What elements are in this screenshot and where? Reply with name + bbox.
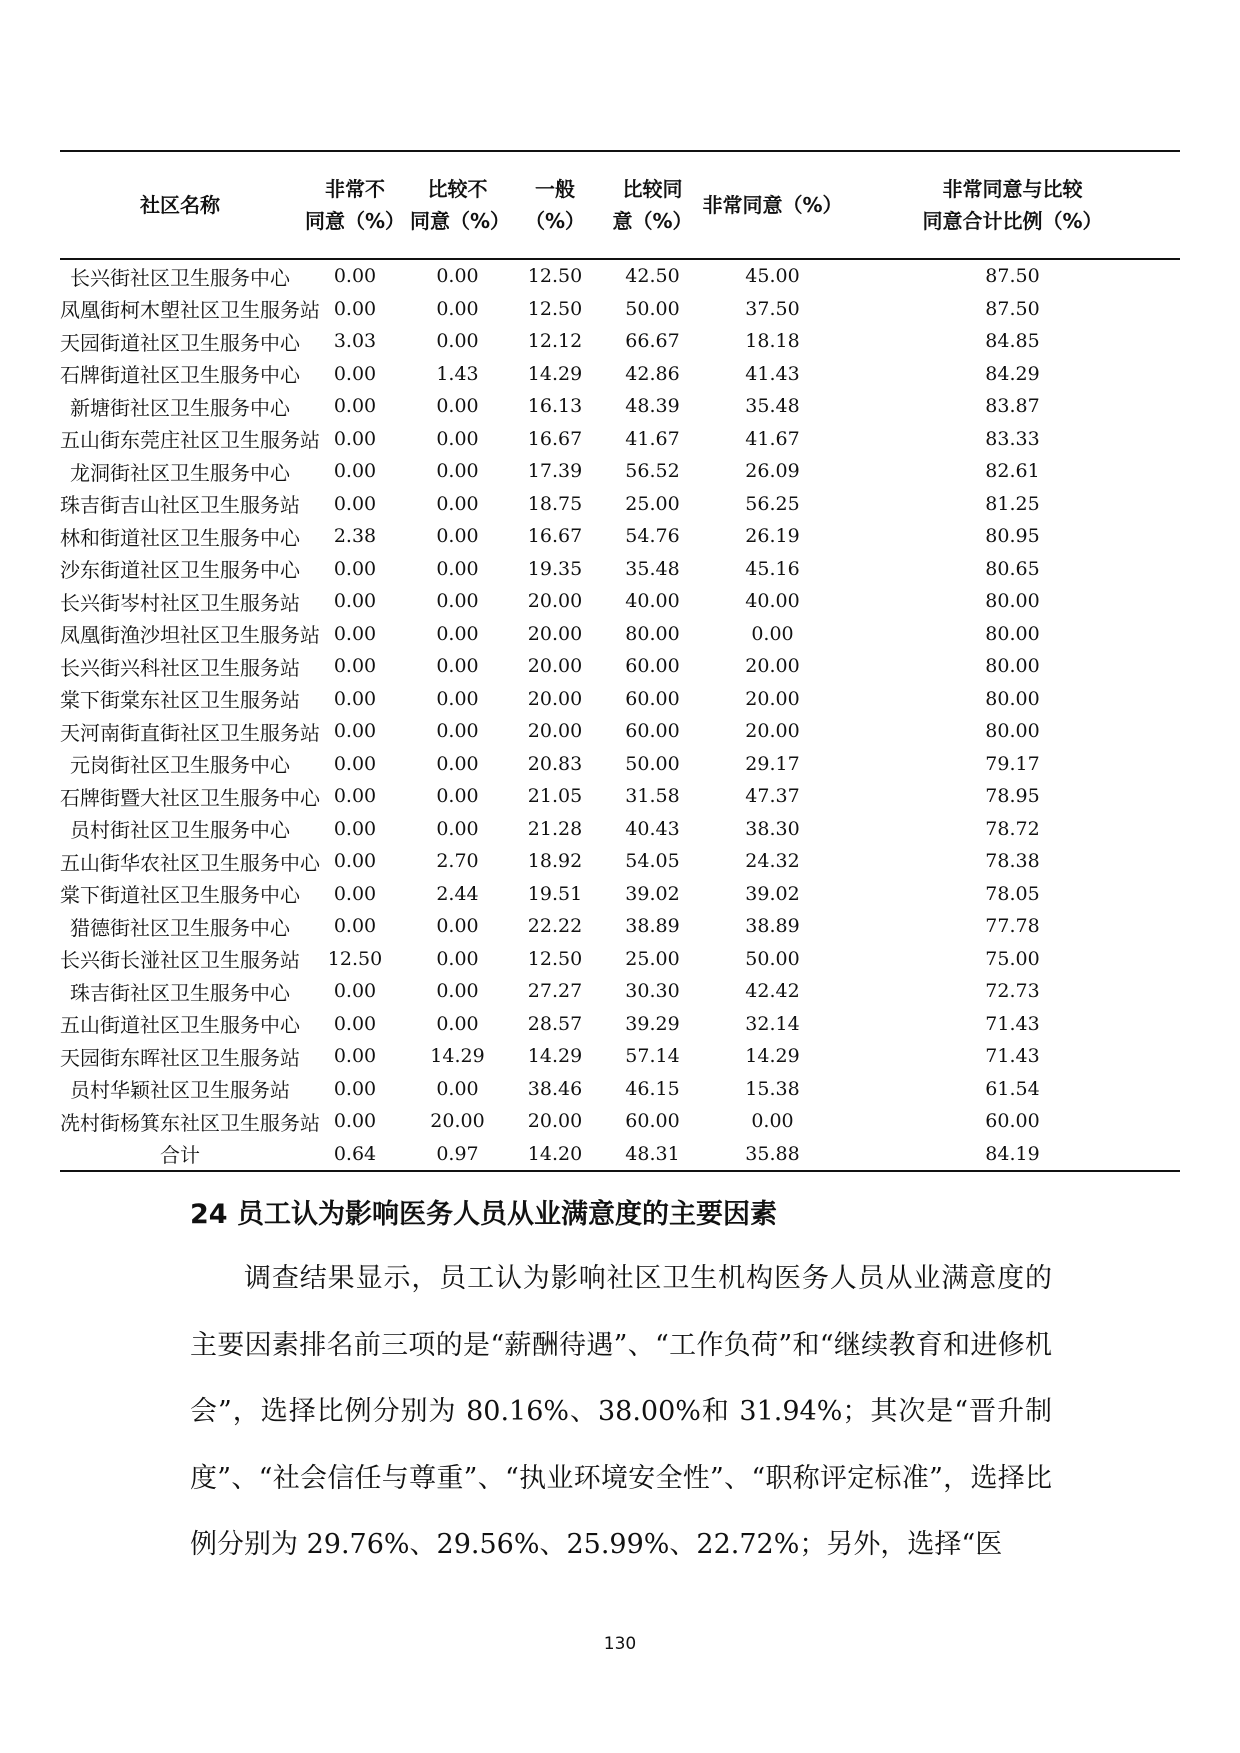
header-text: 同意合计比例（%） <box>922 209 1103 233</box>
cell-strongly-disagree: 0.00 <box>333 427 377 450</box>
cell-disagree: 0.00 <box>436 492 479 515</box>
cell-agree-total: 80.00 <box>985 687 1040 710</box>
cell-agree: 60.00 <box>625 720 680 743</box>
cell-disagree: 0.00 <box>436 980 479 1003</box>
section-heading: 24 员工认为影响医务人员从业满意度的主要因素 <box>190 1199 777 1230</box>
cell-neutral: 18.75 <box>527 492 583 515</box>
cell-agree-total: 78.95 <box>985 785 1040 808</box>
cell-agree-total: 78.38 <box>985 850 1040 873</box>
cell-disagree: 0.00 <box>436 655 479 678</box>
cell-agree: 42.86 <box>625 362 680 385</box>
table-row <box>60 975 1180 1008</box>
cell-disagree: 0.00 <box>436 720 479 743</box>
cell-agree: 38.89 <box>625 915 680 938</box>
cell-strongly-agree: 29.17 <box>745 752 800 775</box>
cell-strongly-agree: 39.02 <box>745 882 800 905</box>
table-row <box>60 423 1180 456</box>
cell-strongly-agree: 20.00 <box>745 687 800 710</box>
cell-disagree: 0.00 <box>436 785 479 808</box>
cell-strongly-disagree: 0.00 <box>333 1110 377 1133</box>
cell-strongly-agree: 15.38 <box>745 1077 800 1100</box>
table-row <box>60 715 1180 748</box>
cell-community-name: 林和街道社区卫生服务中心 <box>60 525 300 550</box>
cell-community-name: 长兴街社区卫生服务中心 <box>70 265 290 290</box>
table-row <box>60 943 1180 976</box>
cell-disagree: 0.00 <box>436 297 479 320</box>
cell-disagree: 14.29 <box>430 1045 485 1068</box>
cell-community-name: 珠吉街吉山社区卫生服务站 <box>60 493 300 518</box>
cell-strongly-disagree: 0.00 <box>333 557 377 580</box>
cell-strongly-agree: 20.00 <box>745 655 800 678</box>
cell-agree-total: 82.61 <box>985 460 1040 483</box>
cell-agree: 66.67 <box>625 330 680 353</box>
cell-strongly-disagree: 0.00 <box>333 687 377 710</box>
cell-agree: 57.14 <box>625 1045 680 1068</box>
cell-community-name: 龙洞街社区卫生服务中心 <box>70 460 290 485</box>
cell-neutral: 12.50 <box>527 265 583 288</box>
cell-neutral: 12.50 <box>527 297 583 320</box>
cell-neutral: 18.92 <box>527 850 583 873</box>
header-agree <box>605 151 700 259</box>
cell-agree: 60.00 <box>625 655 680 678</box>
table-row <box>60 259 1180 293</box>
cell-community-name: 长兴街兴科社区卫生服务站 <box>60 655 300 680</box>
cell-agree: 80.00 <box>625 622 680 645</box>
cell-agree-total: 79.17 <box>985 752 1040 775</box>
header-strongly-agree <box>700 151 845 259</box>
cell-disagree: 0.00 <box>436 265 479 288</box>
cell-disagree: 0.00 <box>436 590 479 613</box>
cell-neutral: 20.00 <box>527 720 583 743</box>
cell-community-name: 元岗街社区卫生服务中心 <box>70 753 290 778</box>
cell-agree: 39.02 <box>625 882 680 905</box>
header-text: 比较同 <box>622 177 683 201</box>
satisfaction-table <box>60 150 1180 1172</box>
page-number: 130 <box>603 1634 637 1654</box>
cell-agree-total: 80.00 <box>985 590 1040 613</box>
table-row <box>60 293 1180 326</box>
cell-community-name: 凤凰街柯木塱社区卫生服务站 <box>60 298 320 323</box>
cell-disagree: 2.44 <box>436 882 479 905</box>
cell-neutral: 28.57 <box>527 1012 583 1035</box>
cell-agree-total: 80.00 <box>985 720 1040 743</box>
cell-strongly-agree: 42.42 <box>745 980 800 1003</box>
cell-community-name: 冼村街杨箕东社区卫生服务站 <box>60 1110 320 1135</box>
cell-agree-total: 87.50 <box>985 265 1040 288</box>
cell-agree-total: 84.29 <box>985 362 1040 385</box>
cell-agree: 48.31 <box>605 1138 700 1172</box>
cell-agree: 50.00 <box>625 752 680 775</box>
cell-strongly-agree: 50.00 <box>745 947 800 970</box>
table-row <box>60 553 1180 586</box>
cell-neutral: 20.00 <box>527 1110 583 1133</box>
cell-disagree: 0.00 <box>436 395 479 418</box>
table-row <box>60 780 1180 813</box>
cell-disagree: 0.97 <box>410 1138 505 1172</box>
cell-neutral: 20.00 <box>527 655 583 678</box>
table-row <box>60 325 1180 358</box>
cell-strongly-agree: 0.00 <box>751 1110 794 1133</box>
cell-agree: 46.15 <box>625 1077 680 1100</box>
cell-strongly-disagree: 0.00 <box>333 1012 377 1035</box>
table-row <box>60 650 1180 683</box>
cell-strongly-disagree: 0.00 <box>333 590 377 613</box>
cell-disagree: 0.00 <box>436 557 479 580</box>
cell-disagree: 0.00 <box>436 817 479 840</box>
cell-community-name: 天园街道社区卫生服务中心 <box>60 330 300 355</box>
header-disagree <box>410 151 511 259</box>
cell-strongly-disagree: 0.00 <box>333 785 377 808</box>
cell-community-name: 天园街东晖社区卫生服务站 <box>60 1045 300 1070</box>
cell-disagree: 0.00 <box>436 427 479 450</box>
cell-strongly-disagree: 0.00 <box>333 915 377 938</box>
cell-strongly-disagree: 12.50 <box>327 947 383 970</box>
header-text: 意（%） <box>612 209 693 233</box>
cell-strongly-agree: 45.16 <box>745 557 800 580</box>
header-community-name <box>60 151 300 259</box>
cell-disagree: 0.00 <box>436 622 479 645</box>
cell-strongly-disagree: 2.38 <box>333 525 377 548</box>
cell-agree: 60.00 <box>625 687 680 710</box>
cell-strongly-disagree: 0.00 <box>333 265 377 288</box>
cell-strongly-agree: 41.67 <box>745 427 800 450</box>
cell-strongly-agree: 32.14 <box>745 1012 800 1035</box>
cell-strongly-disagree: 0.00 <box>333 1045 377 1068</box>
cell-disagree: 0.00 <box>436 330 479 353</box>
cell-neutral: 14.20 <box>505 1138 605 1172</box>
cell-community-name: 棠下街道社区卫生服务中心 <box>60 883 300 908</box>
cell-agree-total: 75.00 <box>985 947 1040 970</box>
header-text: 一般 <box>535 177 575 201</box>
cell-agree: 35.48 <box>625 557 680 580</box>
cell-strongly-agree: 14.29 <box>745 1045 800 1068</box>
cell-agree: 56.52 <box>625 460 680 483</box>
cell-agree-total: 81.25 <box>985 492 1040 515</box>
cell-agree: 42.50 <box>625 265 680 288</box>
cell-agree-total: 84.19 <box>845 1138 1180 1172</box>
table-row <box>60 1073 1180 1106</box>
table-row <box>60 618 1180 651</box>
header-neutral <box>505 151 605 259</box>
cell-agree-total: 78.72 <box>985 817 1040 840</box>
table-row <box>60 1105 1180 1138</box>
cell-strongly-agree: 35.88 <box>700 1138 845 1172</box>
table-row <box>60 358 1180 391</box>
cell-neutral: 20.00 <box>527 590 583 613</box>
cell-disagree: 2.70 <box>436 850 479 873</box>
cell-agree: 39.29 <box>625 1012 680 1035</box>
table-row <box>60 488 1180 521</box>
table-row <box>60 845 1180 878</box>
cell-neutral: 20.83 <box>527 752 583 775</box>
header-text: 非常同意（%） <box>702 193 843 217</box>
cell-disagree: 0.00 <box>436 687 479 710</box>
cell-strongly-disagree: 0.00 <box>333 752 377 775</box>
cell-neutral: 14.29 <box>527 362 583 385</box>
table-row <box>60 1040 1180 1073</box>
cell-strongly-agree: 0.00 <box>751 622 794 645</box>
cell-agree: 48.39 <box>625 395 680 418</box>
header-strongly-disagree <box>300 151 410 259</box>
cell-agree-total: 72.73 <box>985 980 1040 1003</box>
cell-neutral: 14.29 <box>527 1045 583 1068</box>
cell-strongly-disagree: 0.00 <box>333 720 377 743</box>
cell-strongly-agree: 45.00 <box>745 265 800 288</box>
cell-strongly-agree: 40.00 <box>745 590 800 613</box>
cell-neutral: 16.67 <box>527 427 583 450</box>
cell-strongly-agree: 41.43 <box>745 362 800 385</box>
cell-disagree: 0.00 <box>436 525 479 548</box>
cell-agree: 50.00 <box>625 297 680 320</box>
cell-agree-total: 80.95 <box>985 525 1040 548</box>
cell-agree-total: 80.00 <box>985 655 1040 678</box>
cell-agree: 40.43 <box>625 817 680 840</box>
header-row <box>60 151 1180 259</box>
cell-agree: 54.05 <box>625 850 680 873</box>
cell-strongly-agree: 24.32 <box>745 850 800 873</box>
cell-strongly-disagree: 0.00 <box>333 492 377 515</box>
cell-agree-total: 71.43 <box>985 1045 1040 1068</box>
cell-strongly-disagree: 0.00 <box>333 1077 377 1100</box>
cell-neutral: 22.22 <box>527 915 583 938</box>
table-body <box>60 259 1180 1171</box>
cell-agree: 41.67 <box>625 427 680 450</box>
cell-community-name: 长兴街长湴社区卫生服务站 <box>60 948 300 973</box>
cell-neutral: 27.27 <box>527 980 583 1003</box>
cell-strongly-disagree: 0.64 <box>300 1138 410 1172</box>
cell-neutral: 12.12 <box>527 330 583 353</box>
cell-agree-total: 71.43 <box>985 1012 1040 1035</box>
table-row <box>60 585 1180 618</box>
cell-agree: 25.00 <box>625 947 680 970</box>
cell-neutral: 17.39 <box>527 460 583 483</box>
cell-community-name: 石牌街暨大社区卫生服务中心 <box>60 785 320 810</box>
header-text: 同意（%） <box>304 209 406 233</box>
cell-disagree: 20.00 <box>430 1110 485 1133</box>
cell-community-name: 长兴街岑村社区卫生服务站 <box>60 590 300 615</box>
header-text: （%） <box>524 209 586 233</box>
cell-strongly-agree: 26.19 <box>745 525 800 548</box>
table-header <box>60 151 1180 259</box>
cell-community-name: 石牌街道社区卫生服务中心 <box>60 363 300 388</box>
cell-neutral: 16.67 <box>527 525 583 548</box>
header-agree-total <box>845 151 1180 259</box>
cell-agree-total: 80.65 <box>985 557 1040 580</box>
cell-community-name: 猎德街社区卫生服务中心 <box>70 915 290 940</box>
table-row <box>60 910 1180 943</box>
cell-neutral: 19.51 <box>527 882 583 905</box>
cell-agree-total: 83.33 <box>985 427 1040 450</box>
cell-community-name: 五山街东莞庄社区卫生服务站 <box>60 428 320 453</box>
cell-strongly-disagree: 3.03 <box>333 330 377 353</box>
cell-strongly-agree: 56.25 <box>745 492 800 515</box>
cell-community-name: 员村街社区卫生服务中心 <box>70 818 290 843</box>
body-paragraph: 调查结果显示，员工认为影响社区卫生机构医务人员从业满意度的主要因素排名前三项的是“薪酬待遇”、“工作负荷”和“继续教育和进修机会”，选择比例分别为 80.16%、38.00%和 31.94%；其次是“晋升制度”、“社会信任与尊重”、“执业环境安全性”、“职称评定标准”，选择比例分别为 29.76%、29.56%、25.99%、22.72%；另外，选择“医 <box>190 1263 1052 1560</box>
cell-strongly-disagree: 0.00 <box>333 850 377 873</box>
cell-community-name: 凤凰街渔沙坦社区卫生服务站 <box>60 623 320 648</box>
cell-strongly-agree: 20.00 <box>745 720 800 743</box>
cell-agree: 30.30 <box>625 980 680 1003</box>
table-row <box>60 878 1180 911</box>
cell-strongly-agree: 38.89 <box>745 915 800 938</box>
cell-agree: 54.76 <box>625 525 680 548</box>
cell-neutral: 20.00 <box>527 687 583 710</box>
header-text: 非常不 <box>325 177 385 201</box>
cell-community-name: 棠下街棠东社区卫生服务站 <box>60 688 300 713</box>
cell-strongly-disagree: 0.00 <box>333 655 377 678</box>
table-row <box>60 390 1180 423</box>
table-row <box>60 455 1180 488</box>
cell-disagree: 0.00 <box>436 1077 479 1100</box>
cell-disagree: 0.00 <box>436 752 479 775</box>
cell-disagree: 0.00 <box>436 1012 479 1035</box>
cell-strongly-agree: 37.50 <box>745 297 800 320</box>
cell-strongly-agree: 47.37 <box>745 785 800 808</box>
cell-agree: 25.00 <box>625 492 680 515</box>
cell-agree: 31.58 <box>625 785 680 808</box>
cell-community-name: 五山街道社区卫生服务中心 <box>60 1013 300 1038</box>
header-text: 同意（%） <box>410 209 511 233</box>
cell-strongly-disagree: 0.00 <box>333 460 377 483</box>
table-row <box>60 683 1180 716</box>
header-text: 非常同意与比较 <box>942 177 1083 201</box>
cell-strongly-agree: 18.18 <box>745 330 800 353</box>
cell-community-name: 天河南街直街社区卫生服务站 <box>60 720 320 745</box>
cell-strongly-disagree: 0.00 <box>333 362 377 385</box>
cell-neutral: 16.13 <box>527 395 583 418</box>
cell-agree-total: 80.00 <box>985 622 1040 645</box>
cell-community-name: 员村华颖社区卫生服务站 <box>70 1078 290 1103</box>
cell-strongly-disagree: 0.00 <box>333 980 377 1003</box>
header-text: 社区名称 <box>140 193 220 217</box>
cell-community-name: 新塘街社区卫生服务中心 <box>70 395 290 420</box>
cell-agree-total: 87.50 <box>985 297 1040 320</box>
cell-neutral: 21.28 <box>527 817 583 840</box>
cell-agree-total: 84.85 <box>985 330 1040 353</box>
cell-disagree: 0.00 <box>436 460 479 483</box>
table-row <box>60 1008 1180 1041</box>
cell-community-name: 珠吉街社区卫生服务中心 <box>70 980 290 1005</box>
cell-community-name: 沙东街道社区卫生服务中心 <box>60 558 300 583</box>
cell-neutral: 19.35 <box>527 557 583 580</box>
cell-strongly-disagree: 0.00 <box>333 297 377 320</box>
cell-community-name: 合计 <box>60 1138 300 1172</box>
cell-agree-total: 78.05 <box>985 882 1040 905</box>
cell-strongly-disagree: 0.00 <box>333 882 377 905</box>
cell-neutral: 38.46 <box>527 1077 583 1100</box>
cell-strongly-disagree: 0.00 <box>333 395 377 418</box>
cell-disagree: 0.00 <box>436 947 479 970</box>
cell-agree-total: 83.87 <box>985 395 1040 418</box>
table-total-row <box>60 1138 1180 1172</box>
header-text: 比较不 <box>427 177 488 201</box>
cell-disagree: 1.43 <box>436 362 479 385</box>
cell-agree-total: 77.78 <box>985 915 1040 938</box>
cell-agree: 60.00 <box>625 1110 680 1133</box>
cell-neutral: 21.05 <box>527 785 583 808</box>
cell-agree-total: 60.00 <box>985 1110 1040 1133</box>
cell-disagree: 0.00 <box>436 915 479 938</box>
table-row <box>60 520 1180 553</box>
cell-strongly-disagree: 0.00 <box>333 622 377 645</box>
cell-strongly-disagree: 0.00 <box>333 817 377 840</box>
cell-strongly-agree: 35.48 <box>745 395 800 418</box>
table-row <box>60 748 1180 781</box>
cell-community-name: 五山街华农社区卫生服务中心 <box>60 850 320 875</box>
cell-agree: 40.00 <box>625 590 680 613</box>
cell-neutral: 12.50 <box>527 947 583 970</box>
cell-neutral: 20.00 <box>527 622 583 645</box>
table-row <box>60 813 1180 846</box>
cell-strongly-agree: 26.09 <box>745 460 800 483</box>
cell-agree-total: 61.54 <box>985 1077 1040 1100</box>
cell-strongly-agree: 38.30 <box>745 817 800 840</box>
